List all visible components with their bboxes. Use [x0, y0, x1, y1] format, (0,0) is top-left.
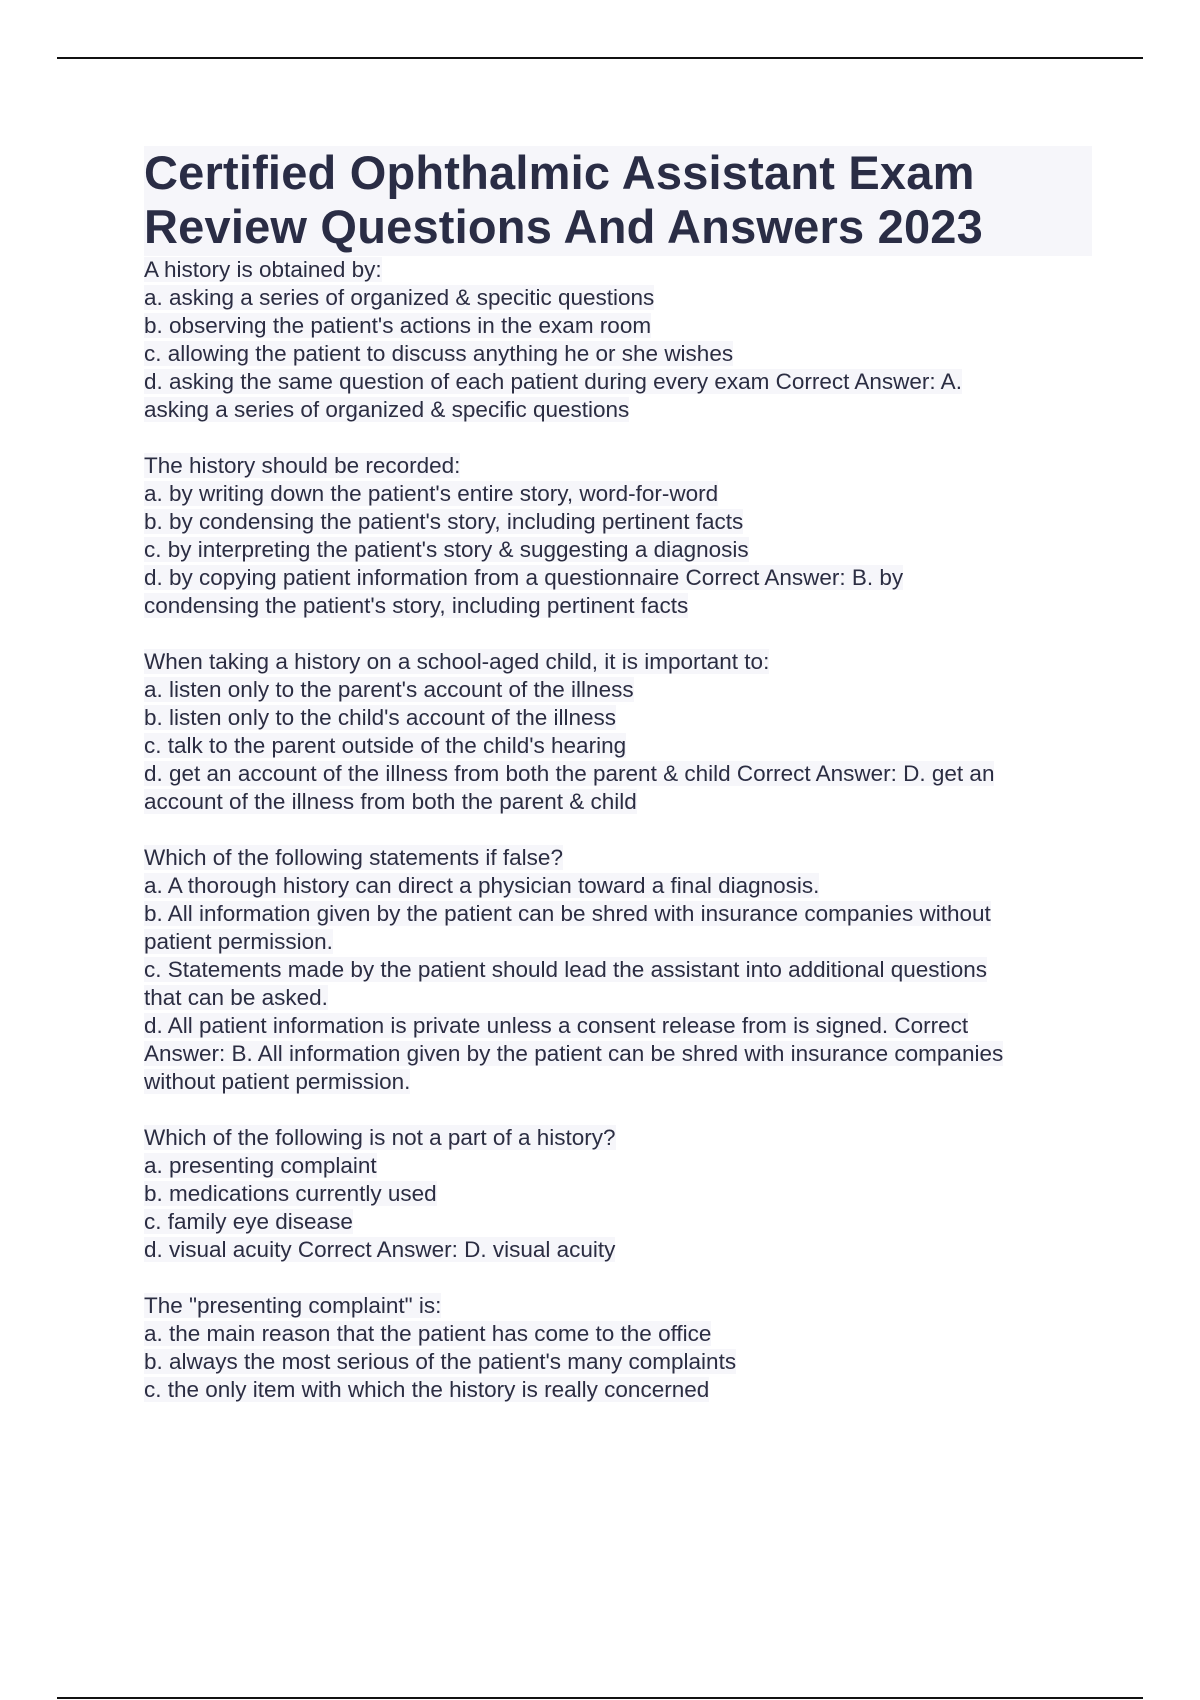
option-d: d. asking the same question of each patient during every exam Correct Answer: A. — [144, 369, 962, 394]
option-b: b. by condensing the patient's story, including pertinent facts — [144, 509, 744, 534]
question-text: Which of the following is not a part of a history? — [144, 1125, 616, 1150]
question-block-6 — [144, 1292, 1094, 1404]
title-line-1: Certified Ophthalmic Assistant Exam — [144, 146, 975, 199]
option-c: c. talk to the parent outside of the child's hearing — [144, 733, 627, 758]
document-title — [144, 146, 1092, 256]
option-a: a. asking a series of organized & specitic questions — [144, 285, 655, 310]
question-text: Which of the following statements if false? — [144, 845, 563, 870]
option-c: c. by interpreting the patient's story & suggesting a diagnosis — [144, 537, 749, 562]
question-block-4 — [144, 844, 1094, 1096]
option-c: c. the only item with which the history is really concerned — [144, 1377, 710, 1402]
option-a: a. the main reason that the patient has come to the office — [144, 1321, 712, 1346]
option-c: c. Statements made by the patient should lead the assistant into additional questions — [144, 957, 988, 982]
option-a: a. presenting complaint — [144, 1153, 377, 1178]
option-a: a. A thorough history can direct a physician toward a final diagnosis. — [144, 873, 820, 898]
option-c: c. family eye disease — [144, 1209, 353, 1234]
question-text: The history should be recorded: — [144, 453, 461, 478]
question-block-3 — [144, 648, 1094, 816]
title-line-2: Review Questions And Answers 2023 — [144, 200, 983, 253]
option-c-continuation: that can be asked. — [144, 985, 328, 1010]
document-body — [144, 146, 1094, 1404]
option-b: b. observing the patient's actions in the exam room — [144, 313, 652, 338]
option-a: a. by writing down the patient's entire story, word-for-word — [144, 481, 719, 506]
answer-continuation: without patient permission. — [144, 1069, 411, 1094]
question-block-1 — [144, 256, 1094, 424]
option-c: c. allowing the patient to discuss anything he or she wishes — [144, 341, 734, 366]
option-d: d. get an account of the illness from both the parent & child Correct Answer: D. get an — [144, 761, 995, 786]
option-b: b. medications currently used — [144, 1181, 437, 1206]
top-rule — [57, 57, 1143, 59]
question-text: When taking a history on a school-aged child, it is important to: — [144, 649, 770, 674]
answer-line: Answer: B. All information given by the patient can be shred with insurance companies — [144, 1041, 1004, 1066]
question-block-5 — [144, 1124, 1094, 1264]
answer-continuation: account of the illness from both the parent & child — [144, 789, 637, 814]
option-b: b. All information given by the patient can be shred with insurance companies without — [144, 901, 991, 926]
option-b: b. listen only to the child's account of the illness — [144, 705, 617, 730]
question-text: A history is obtained by: — [144, 257, 382, 282]
option-a: a. listen only to the parent's account of the illness — [144, 677, 634, 702]
answer-continuation: asking a series of organized & specific questions — [144, 397, 630, 422]
question-block-2 — [144, 452, 1094, 620]
option-d: d. visual acuity Correct Answer: D. visual acuity — [144, 1237, 616, 1262]
option-b-continuation: patient permission. — [144, 929, 333, 954]
option-d: d. All patient information is private unless a consent release from is signed. Correct — [144, 1013, 969, 1038]
option-d: d. by copying patient information from a questionnaire Correct Answer: B. by — [144, 565, 904, 590]
answer-continuation: condensing the patient's story, including pertinent facts — [144, 593, 689, 618]
question-text: The "presenting complaint" is: — [144, 1293, 442, 1318]
bottom-rule — [57, 1697, 1143, 1699]
option-b: b. always the most serious of the patient's many complaints — [144, 1349, 737, 1374]
